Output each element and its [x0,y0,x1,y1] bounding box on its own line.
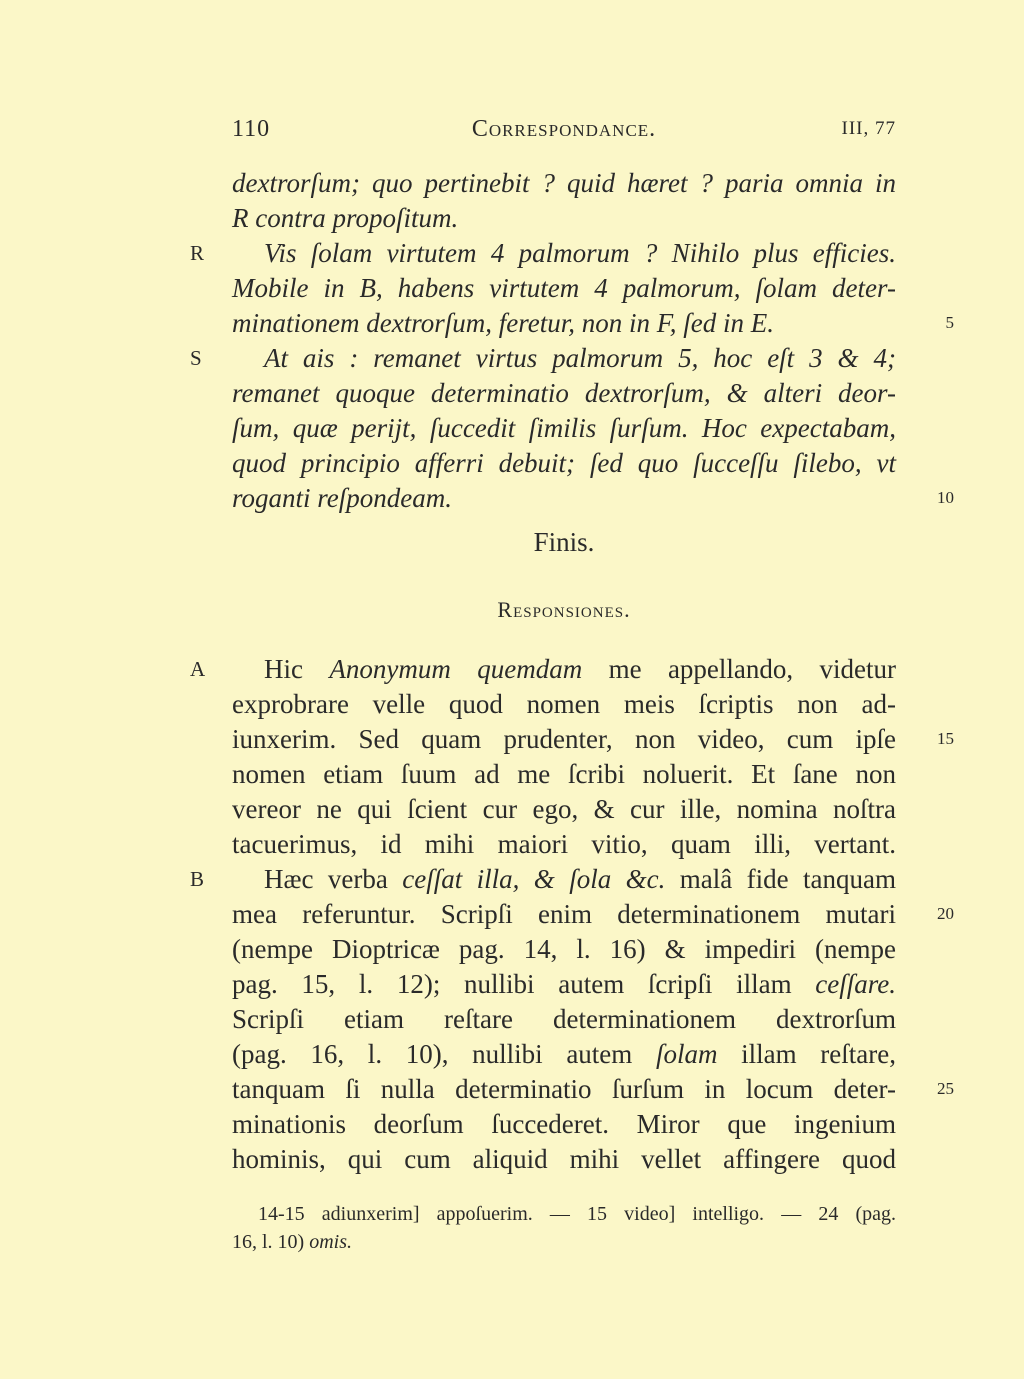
text-line: Vis ſolam virtutem 4 palmorum ? Nihilo plus efficies. [264,238,896,268]
italic-run: ſolam [655,1039,718,1069]
text-line: remanet quoque determinatio dextrorſum, & alteri deor- [232,378,896,408]
text-line [232,1037,896,1071]
margin-siglum: B [190,867,205,891]
text-line: hominis, qui cum aliquid mihi vellet affingere quod [232,1144,896,1174]
running-title: Correspondance. [471,116,657,142]
text-line: dextrorſum; quo pertinebit ? quid hæret ? paria omnia in [232,168,896,198]
text-line: (nempe Dioptricæ pag. 14, l. 16) & impediri (nempe [232,934,896,964]
text-line: R contra propoſitum. [232,203,459,233]
text-line: vereor ne qui ſcient cur ego, & cur ille, nomina noſtra [232,794,896,824]
critical-apparatus [232,1200,896,1256]
line-number: 20 [937,904,954,923]
line-number: 15 [937,729,954,748]
text-line: At ais : remanet virtus palmorum 5, hoc eſt 3 & 4; [264,343,896,373]
apparatus-line [232,1228,896,1256]
text-line: Scripſi etiam reſtare determinationem dextrorſum [232,1004,896,1034]
text-run: malâ fide tanquam [665,864,896,894]
margin-siglum: A [190,657,206,681]
text-line [232,967,896,1001]
text-run: 16, l. 10) [232,1231,310,1253]
text-run: illam reſtare, [717,1039,896,1069]
text-line: iunxerim. Sed quam prudenter, non video, cum ipſe [232,724,896,754]
text-line: tacuerimus, id mihi maiori vitio, quam illi, vertant. [232,829,896,859]
apparatus-line: 14-15 adiunxerim] appoſuerim. — 15 video] intelligo. — 24 (pag. [258,1203,896,1225]
italic-run: Anonymum quemdam [329,654,583,684]
text-line: tanquam ſi nulla determinatio ſurſum in locum deter- [232,1074,896,1104]
text-run: (pag. 16, l. 10), nullibi autem [232,1039,656,1069]
margin-siglum: R [190,241,205,265]
italic-run: ceſſare. [815,969,896,999]
text-line: roganti reſpondeam. [232,483,452,513]
text-line: minationis deorſum ſuccederet. Miror que ingenium [232,1109,896,1139]
italic-run: ceſſat illa, & ſola &c. [402,864,666,894]
text-line [232,652,896,686]
text-run: me appellando, videtur [582,654,896,684]
text-line: nomen etiam ſuum ad me ſcribi noluerit. Et ſane non [232,759,896,789]
text-line: minationem dextrorſum, feretur, non in F, ſed in E. [232,308,774,338]
section-heading: Responsiones. [497,597,631,622]
text-run: Hæc verba [264,864,403,894]
text-run: pag. 15, l. 12); nullibi autem ſcripſi illam [232,969,816,999]
margin-siglum: S [190,346,202,370]
finis-heading: Finis. [533,527,595,557]
text-line [232,862,896,896]
text-line: quod principio afferri debuit; ſed quo ſucceſſu ſilebo, vt [232,448,896,478]
text-line: exprobrare velle quod nomen meis ſcriptis non ad- [232,689,896,719]
line-number: 25 [937,1079,954,1098]
text-line: mea referuntur. Scripſi enim determinationem mutari [232,899,896,929]
running-header [232,116,896,150]
text-line: Mobile in B, habens virtutem 4 palmorum, ſolam deter- [232,273,896,303]
text-line: ſum, quæ perijt, ſuccedit ſimilis ſurſum. Hoc expectabam, [232,413,896,443]
line-number: 10 [937,488,954,507]
letter-reference: III, 77 [841,118,896,139]
page-number: 110 [232,116,271,142]
italic-run: omis. [309,1231,353,1253]
text-run: Hic [264,654,330,684]
line-number: 5 [945,313,954,332]
